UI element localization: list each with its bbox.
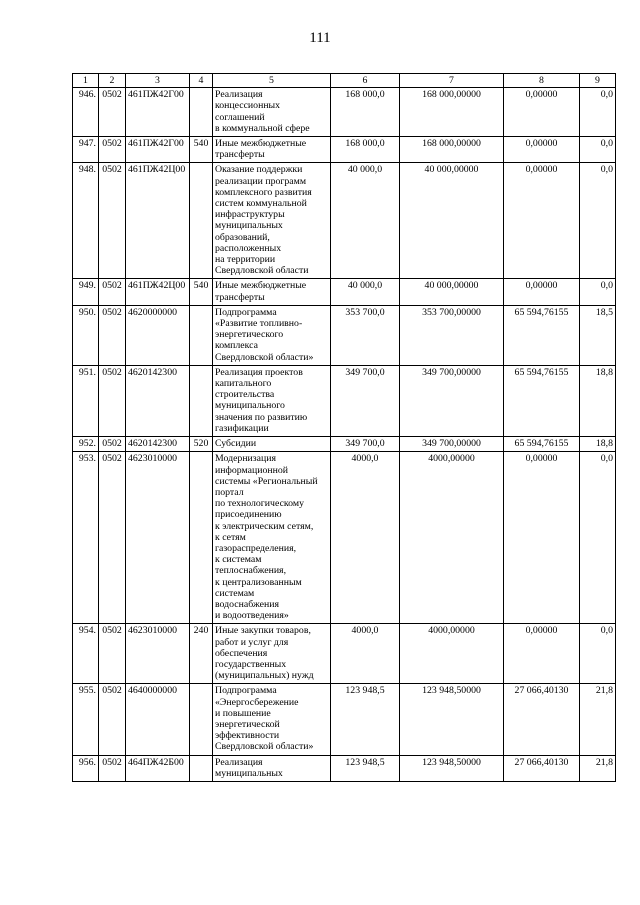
planned-amount: 4000,00000 <box>400 624 504 684</box>
executed-amount: 0,00000 <box>504 452 580 624</box>
table-row <box>73 163 616 279</box>
planned-amount: 40 000,00000 <box>400 163 504 279</box>
approved-amount: 123 948,5 <box>331 684 400 755</box>
target-article-code: 461ПЖ42Ц00 <box>126 163 190 279</box>
table-row <box>73 452 616 624</box>
row-name: Подпрограмма «Энергосбережение и повышение энергетической эффективности Свердловской области» <box>213 684 331 755</box>
column-header: 4 <box>190 74 213 88</box>
approved-amount: 40 000,0 <box>331 163 400 279</box>
target-article-code: 4640000000 <box>126 684 190 755</box>
executed-amount: 65 594,76155 <box>504 437 580 452</box>
section-code: 0502 <box>99 755 126 781</box>
planned-amount: 40 000,00000 <box>400 279 504 305</box>
table-row <box>73 137 616 163</box>
approved-amount: 40 000,0 <box>331 279 400 305</box>
executed-amount: 0,00000 <box>504 624 580 684</box>
column-header: 8 <box>504 74 580 88</box>
approved-amount: 168 000,0 <box>331 88 400 137</box>
section-code: 0502 <box>99 137 126 163</box>
row-number: 948. <box>73 163 99 279</box>
approved-amount: 168 000,0 <box>331 137 400 163</box>
section-code: 0502 <box>99 305 126 365</box>
target-article-code: 461ПЖ42Ц00 <box>126 279 190 305</box>
executed-amount: 65 594,76155 <box>504 365 580 436</box>
section-code: 0502 <box>99 88 126 137</box>
table-row <box>73 365 616 436</box>
row-name: Субсидии <box>213 437 331 452</box>
planned-amount: 349 700,00000 <box>400 365 504 436</box>
planned-amount: 123 948,50000 <box>400 755 504 781</box>
table-row <box>73 624 616 684</box>
section-code: 0502 <box>99 437 126 452</box>
row-name: Реализация муниципальных <box>213 755 331 781</box>
row-number: 956. <box>73 755 99 781</box>
executed-amount: 65 594,76155 <box>504 305 580 365</box>
row-number: 953. <box>73 452 99 624</box>
row-name: Реализация проектов капитального строительства муниципального значения по развитию газификации <box>213 365 331 436</box>
row-number: 949. <box>73 279 99 305</box>
approved-amount: 4000,0 <box>331 624 400 684</box>
expense-type-code <box>190 684 213 755</box>
executed-amount: 0,00000 <box>504 137 580 163</box>
expense-type-code: 540 <box>190 137 213 163</box>
target-article-code: 4620142300 <box>126 365 190 436</box>
section-code: 0502 <box>99 624 126 684</box>
table-row <box>73 279 616 305</box>
execution-percent: 18,5 <box>580 305 616 365</box>
row-number: 947. <box>73 137 99 163</box>
expense-type-code: 240 <box>190 624 213 684</box>
expense-type-code <box>190 452 213 624</box>
page-number: 111 <box>309 30 331 46</box>
row-name: Подпрограмма «Развитие топливно- энергетического комплекса Свердловской области» <box>213 305 331 365</box>
row-name: Иные закупки товаров, работ и услуг для обеспечения государственных (муниципальных) нужд <box>213 624 331 684</box>
execution-percent: 0,0 <box>580 452 616 624</box>
expense-type-code: 540 <box>190 279 213 305</box>
row-number: 946. <box>73 88 99 137</box>
executed-amount: 0,00000 <box>504 279 580 305</box>
execution-percent: 21,8 <box>580 684 616 755</box>
row-name: Модернизация информационной системы «Региональный портал по технологическому присоединению к электрическим сетям, к сетям газораспределения, к системам теплоснабжения, к централизованным системам водоснабжения и водоотведения» <box>213 452 331 624</box>
table-row <box>73 755 616 781</box>
budget-table <box>72 73 616 782</box>
section-code: 0502 <box>99 279 126 305</box>
expense-type-code <box>190 755 213 781</box>
column-header: 1 <box>73 74 99 88</box>
planned-amount: 4000,00000 <box>400 452 504 624</box>
executed-amount: 27 066,40130 <box>504 755 580 781</box>
execution-percent: 18,8 <box>580 437 616 452</box>
row-number: 951. <box>73 365 99 436</box>
table-row <box>73 437 616 452</box>
row-number: 955. <box>73 684 99 755</box>
expense-type-code <box>190 163 213 279</box>
column-header: 2 <box>99 74 126 88</box>
table-row <box>73 684 616 755</box>
target-article-code: 4623010000 <box>126 452 190 624</box>
planned-amount: 353 700,00000 <box>400 305 504 365</box>
execution-percent: 0,0 <box>580 624 616 684</box>
execution-percent: 18,8 <box>580 365 616 436</box>
target-article-code: 461ПЖ42Г00 <box>126 137 190 163</box>
table-header-row <box>73 74 616 88</box>
execution-percent: 0,0 <box>580 88 616 137</box>
table-row <box>73 305 616 365</box>
column-header: 5 <box>213 74 331 88</box>
row-name: Иные межбюджетные трансферты <box>213 137 331 163</box>
planned-amount: 349 700,00000 <box>400 437 504 452</box>
approved-amount: 349 700,0 <box>331 437 400 452</box>
row-number: 952. <box>73 437 99 452</box>
target-article-code: 4623010000 <box>126 624 190 684</box>
column-header: 6 <box>331 74 400 88</box>
row-name: Иные межбюджетные трансферты <box>213 279 331 305</box>
section-code: 0502 <box>99 365 126 436</box>
execution-percent: 0,0 <box>580 279 616 305</box>
executed-amount: 0,00000 <box>504 163 580 279</box>
approved-amount: 123 948,5 <box>331 755 400 781</box>
target-article-code: 464ПЖ42Б00 <box>126 755 190 781</box>
column-header: 9 <box>580 74 616 88</box>
column-header: 7 <box>400 74 504 88</box>
expense-type-code <box>190 88 213 137</box>
table-row <box>73 88 616 137</box>
approved-amount: 4000,0 <box>331 452 400 624</box>
row-name: Реализация концессионных соглашений в коммунальной сфере <box>213 88 331 137</box>
expense-type-code: 520 <box>190 437 213 452</box>
column-header: 3 <box>126 74 190 88</box>
execution-percent: 0,0 <box>580 163 616 279</box>
planned-amount: 123 948,50000 <box>400 684 504 755</box>
executed-amount: 0,00000 <box>504 88 580 137</box>
planned-amount: 168 000,00000 <box>400 88 504 137</box>
section-code: 0502 <box>99 163 126 279</box>
approved-amount: 349 700,0 <box>331 365 400 436</box>
target-article-code: 4620142300 <box>126 437 190 452</box>
section-code: 0502 <box>99 452 126 624</box>
expense-type-code <box>190 305 213 365</box>
section-code: 0502 <box>99 684 126 755</box>
executed-amount: 27 066,40130 <box>504 684 580 755</box>
row-number: 950. <box>73 305 99 365</box>
target-article-code: 4620000000 <box>126 305 190 365</box>
row-name: Оказание поддержки реализации программ комплексного развития систем коммунальной инфраструктуры муниципальных образований, расположенных на территории Свердловской области <box>213 163 331 279</box>
execution-percent: 21,8 <box>580 755 616 781</box>
planned-amount: 168 000,00000 <box>400 137 504 163</box>
expense-type-code <box>190 365 213 436</box>
approved-amount: 353 700,0 <box>331 305 400 365</box>
target-article-code: 461ПЖ42Г00 <box>126 88 190 137</box>
execution-percent: 0,0 <box>580 137 616 163</box>
row-number: 954. <box>73 624 99 684</box>
